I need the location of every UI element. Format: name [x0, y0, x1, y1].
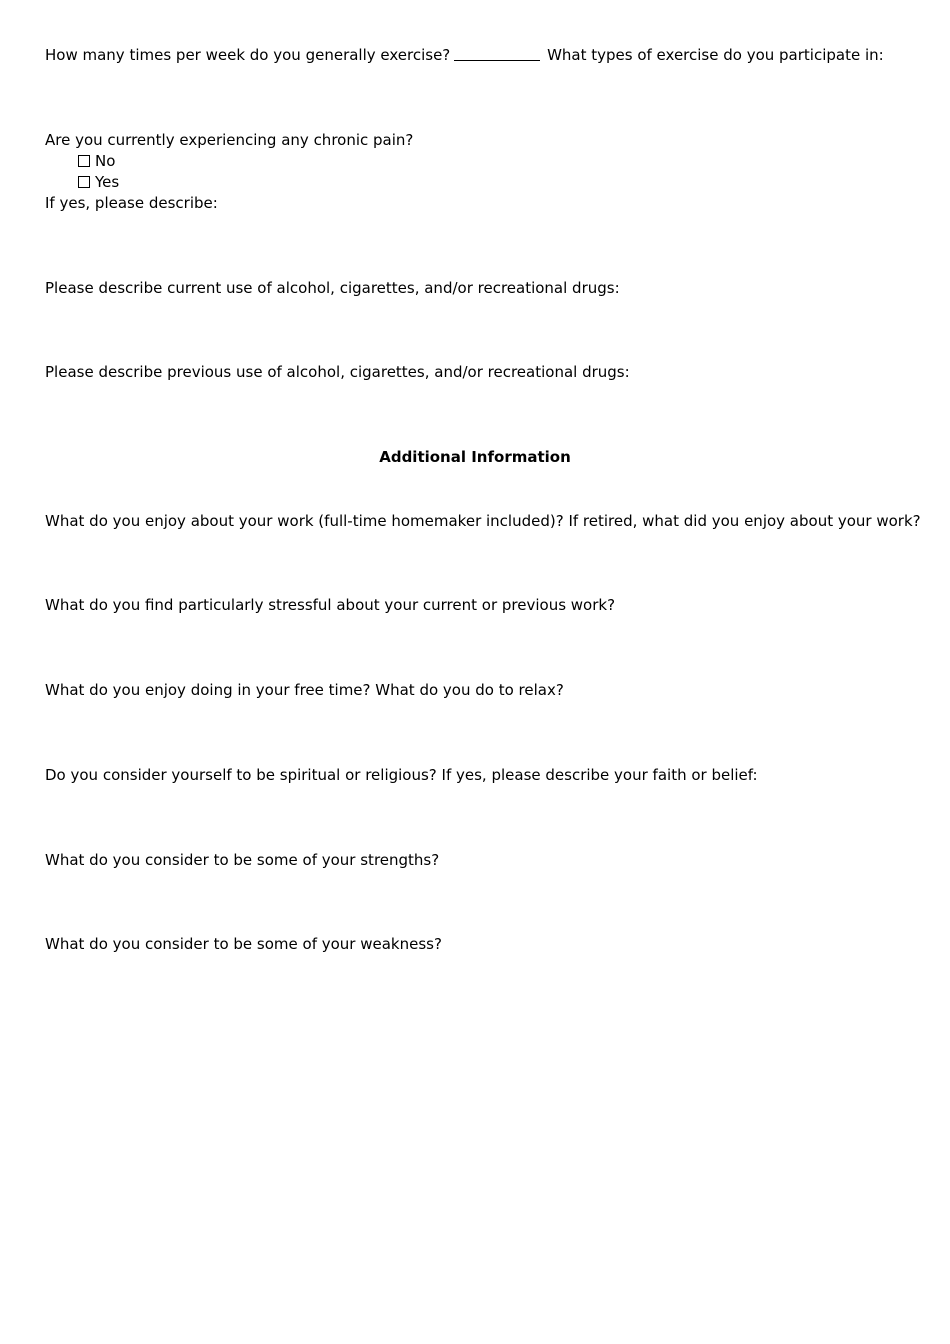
chronic-pain-option-no[interactable] — [78, 151, 115, 172]
question-strengths: What do you consider to be some of your strengths? — [45, 851, 440, 869]
question-work-enjoy: What do you enjoy about your work (full-time homemaker included)? If retired, what did you enjoy about your work? — [45, 512, 921, 530]
previous-substance-use-prompt: Please describe previous use of alcohol, cigarettes, and/or recreational drugs: — [45, 363, 630, 381]
question-work-stress: What do you find particularly stressful about your current or previous work? — [45, 596, 616, 614]
checkbox-yes[interactable] — [78, 176, 90, 188]
exercise-frequency-question: How many times per week do you generally exercise? — [45, 46, 451, 64]
exercise-row — [45, 45, 884, 66]
question-spirituality: Do you consider yourself to be spiritual or religious? If yes, please describe your faith or belief: — [45, 766, 758, 784]
exercise-frequency-blank[interactable] — [454, 46, 540, 61]
current-substance-use-prompt: Please describe current use of alcohol, cigarettes, and/or recreational drugs: — [45, 279, 620, 297]
question-free-time: What do you enjoy doing in your free time? What do you do to relax? — [45, 681, 564, 699]
chronic-pain-option-yes[interactable] — [78, 172, 119, 193]
option-no-label: No — [95, 152, 116, 170]
chronic-pain-question: Are you currently experiencing any chronic pain? — [45, 131, 414, 149]
section-heading: Additional Information — [379, 448, 571, 466]
exercise-types-question: What types of exercise do you participate in: — [547, 46, 884, 64]
option-yes-label: Yes — [95, 173, 120, 191]
checkbox-no[interactable] — [78, 155, 90, 167]
chronic-pain-describe-prompt: If yes, please describe: — [45, 194, 218, 212]
question-weakness: What do you consider to be some of your weakness? — [45, 935, 442, 953]
